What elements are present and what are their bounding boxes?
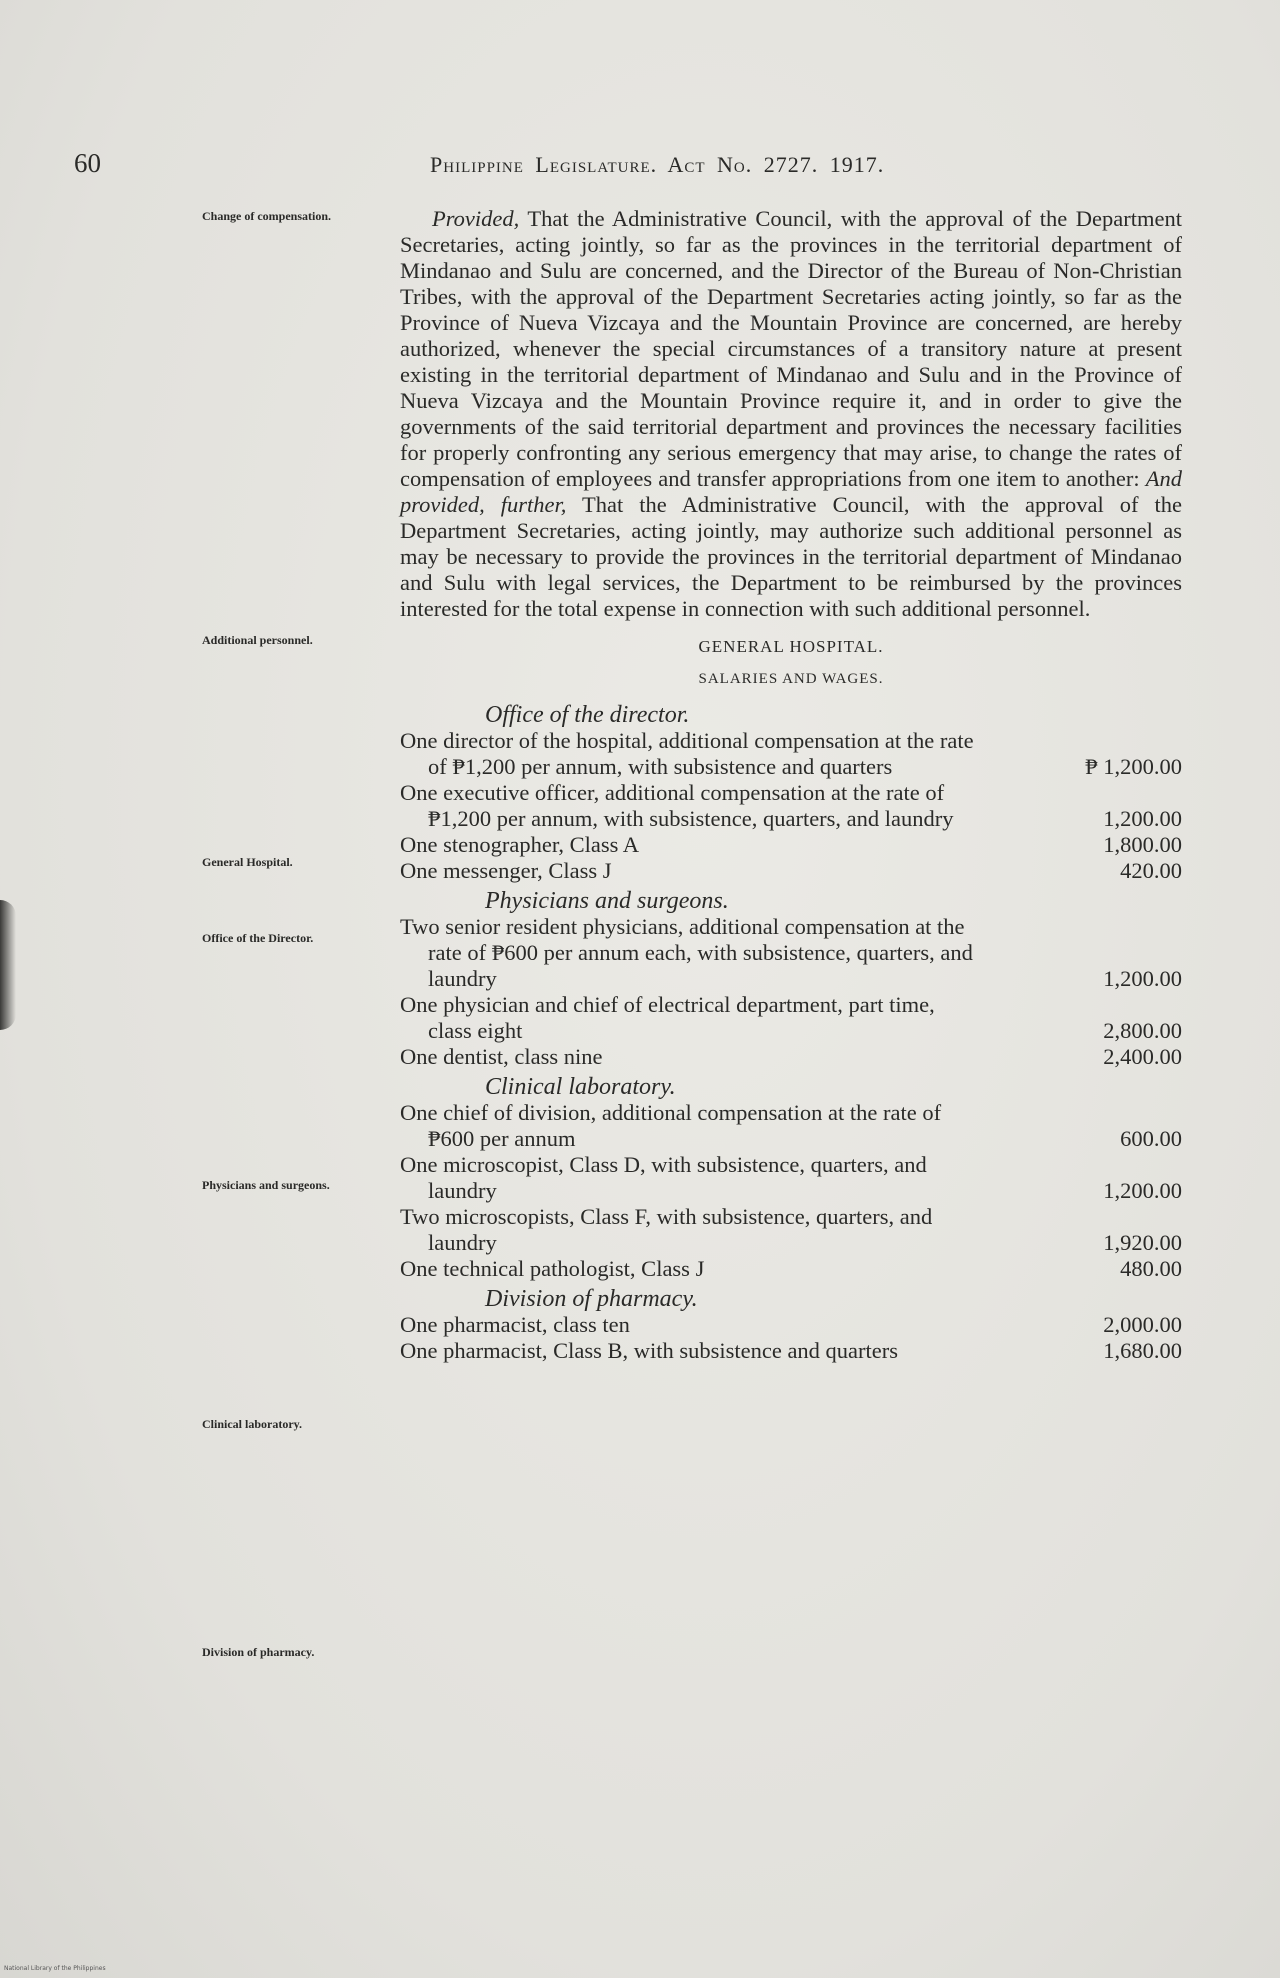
appropriation-item [400, 1152, 1182, 1204]
appropriation-item [400, 914, 1182, 992]
appropriation-item [400, 832, 1182, 858]
margin-note-physicians: Physicians and surgeons. [202, 1178, 330, 1192]
proviso-part-1: That the Administrative Council, with the approval of the Department Secretaries, acting jointly, so far as the provinces in the territorial department of Mindanao and Sulu are concerned, and the Director of the Bureau of Non-Christian Tribes, with the approval of the Department Secretaries acting jointly, so far as the Province of Nueva Vizcaya and the Mountain Province are concerned, are hereby authorized, whenever the special circumstances of a transitory nature at present existing in the territorial department of Mindanao and Sulu and in the Province of Nueva Vizcaya and the Mountain Province require it, and in order to give the governments of the said territorial department and provinces the necessary facilities for properly confronting any serious emergency that may arise, to change the rates of compensation of employees and transfer appropriations from one item to another: [400, 206, 1182, 491]
item-amount: 1,200.00 [1103, 806, 1182, 831]
general-hospital-heading: GENERAL HOSPITAL. [698, 637, 884, 656]
item-description: One pharmacist, Class B, with subsistence and quarters [400, 1338, 899, 1363]
item-amount: 1,800.00 [1103, 832, 1182, 857]
binding-shadow [0, 900, 16, 1030]
item-description: One pharmacist, class ten [400, 1312, 630, 1337]
item-description: One physician and chief of electrical department, part time, class eight [400, 992, 935, 1043]
appropriation-item [400, 1044, 1182, 1070]
item-description: One messenger, Class J [400, 858, 612, 883]
provided-word: Provided, [432, 206, 520, 231]
appropriation-item [400, 992, 1182, 1044]
item-description: One dentist, class nine [400, 1044, 603, 1069]
proviso-paragraph [400, 206, 1182, 622]
scan-footer: National Library of the Philippines [4, 1965, 106, 1972]
section-title: Physicians and surgeons. [485, 888, 729, 914]
margin-note-office-director: Office of the Director. [202, 931, 314, 945]
item-amount: 420.00 [1120, 858, 1182, 883]
section-title: Office of the director. [485, 702, 690, 728]
appropriation-item [400, 1256, 1182, 1282]
appropriation-item [400, 780, 1182, 832]
margin-note-additional-personnel: Additional personnel. [202, 633, 313, 647]
appropriation-sections [400, 702, 1182, 1364]
item-description: One microscopist, Class D, with subsistence, quarters, and laundry [400, 1152, 927, 1203]
item-description: Two microscopists, Class F, with subsistence, quarters, and laundry [400, 1204, 933, 1255]
section-title: Division of pharmacy. [485, 1286, 698, 1312]
appropriation-item [400, 858, 1182, 884]
item-amount: 600.00 [1120, 1126, 1182, 1151]
margin-note-pharmacy: Division of pharmacy. [202, 1645, 315, 1659]
item-description: One stenographer, Class A [400, 832, 640, 857]
item-amount: 2,000.00 [1103, 1312, 1182, 1337]
appropriation-item [400, 1312, 1182, 1338]
appropriation-item [400, 1100, 1182, 1152]
item-amount: 1,200.00 [1103, 1178, 1182, 1203]
proviso-part-2: That the Administrative Council, with the approval of the Department Secretaries, acting jointly, may authorize such additional personnel as may be necessary to provide the provinces in the territorial department of Mindanao and Sulu with legal services, the Department to be reimbursed by the provinces interested for the total expense in connection with such additional personnel. [400, 492, 1183, 621]
item-amount: 1,200.00 [1103, 966, 1182, 991]
margin-note-change-comp: Change of compensation. [202, 209, 332, 223]
item-amount: 480.00 [1120, 1256, 1182, 1281]
running-head: Philippine Legislature. Act No. 2727. 1917. [430, 152, 885, 177]
appropriation-item [400, 728, 1182, 780]
item-amount: ₱ 1,200.00 [1085, 754, 1182, 779]
item-description: One executive officer, additional compensation at the rate of ₱1,200 per annum, with subsistence, quarters, and laundry [400, 780, 954, 831]
item-description: One director of the hospital, additional compensation at the rate of ₱1,200 per annum, with subsistence and quarters [400, 728, 974, 779]
item-description: One chief of division, additional compensation at the rate of ₱600 per annum [400, 1100, 942, 1151]
appropriation-item [400, 1204, 1182, 1256]
section-title: Clinical laboratory. [485, 1074, 676, 1100]
item-description: Two senior resident physicians, additional compensation at the rate of ₱600 per annum each, with subsistence, quarters, and laundry [400, 914, 973, 991]
margin-note-general-hospital: General Hospital. [202, 855, 293, 869]
item-amount: 1,680.00 [1103, 1338, 1182, 1363]
salaries-heading: SALARIES AND WAGES. [698, 671, 884, 687]
item-amount: 2,800.00 [1103, 1018, 1182, 1043]
item-amount: 1,920.00 [1103, 1230, 1182, 1255]
main-text [400, 206, 1182, 1364]
item-description: One technical pathologist, Class J [400, 1256, 705, 1281]
page-header [74, 148, 1134, 182]
item-amount: 2,400.00 [1103, 1044, 1182, 1069]
and-provided-phrase: And provided, further, [400, 466, 1182, 517]
appropriation-item [400, 1338, 1182, 1364]
page-number: 60 [74, 148, 101, 178]
margin-note-clinical-lab: Clinical laboratory. [202, 1417, 302, 1431]
